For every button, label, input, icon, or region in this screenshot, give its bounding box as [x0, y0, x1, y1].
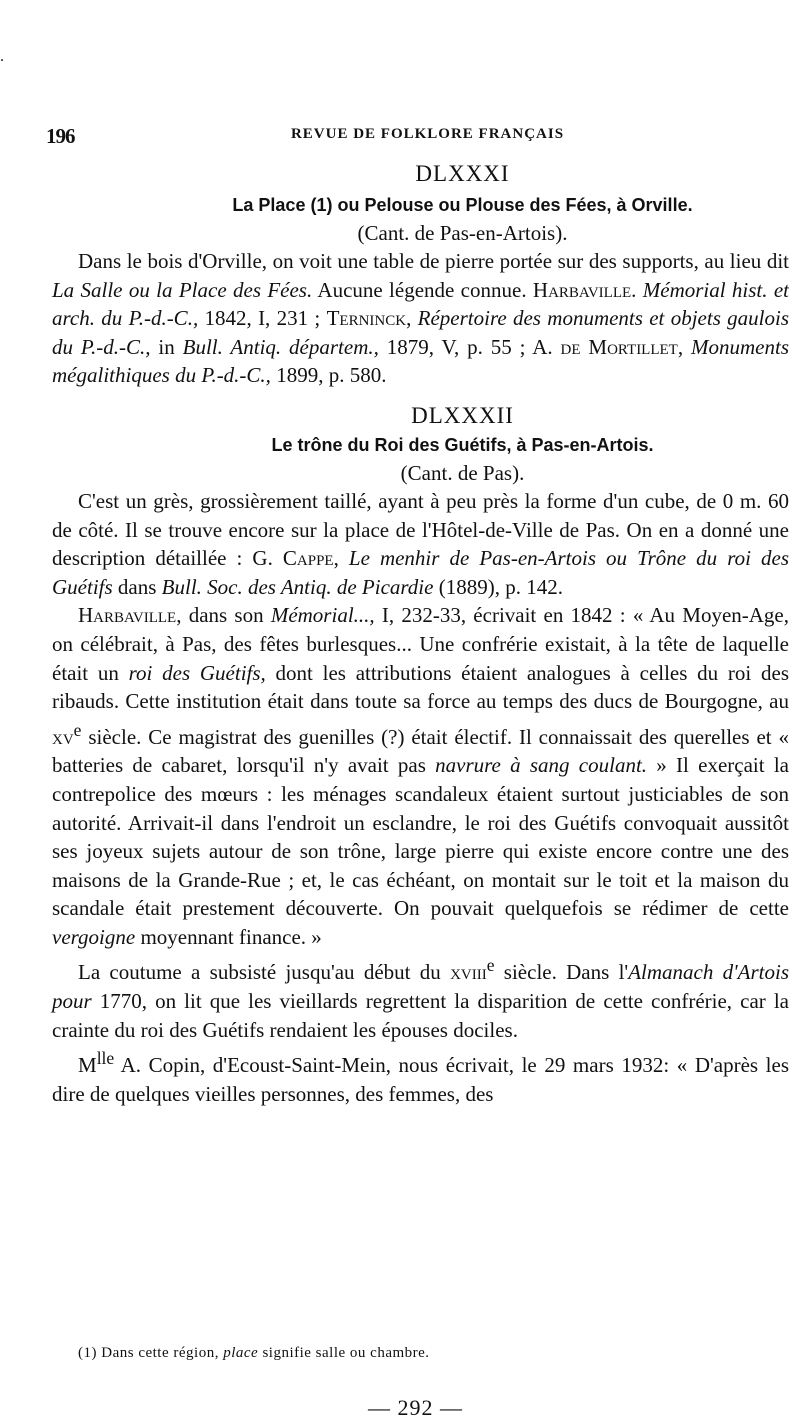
entry-number-dlxxxii: DLXXXII — [411, 402, 514, 428]
journal-title: REVUE DE FOLKLORE FRANÇAIS — [290, 126, 565, 142]
entry-title-orville: La Place (1) ou Pelouse ou Plouse des Fées, à Orville. — [232, 195, 693, 215]
running-header — [46, 124, 789, 150]
page-number: 196 — [46, 124, 75, 148]
stray-mark: . — [0, 48, 4, 65]
main-text — [52, 160, 789, 1108]
footnote: (1) Dans cette région, place signifie salle ou chambre. — [78, 1345, 430, 1361]
paragraph-pas-2: Harbaville, dans son Mémorial..., I, 232-33, écrivait en 1842 : « Au Moyen-Age, on célébrait, à Pas, des fêtes burlesques... Une confrérie existait, à la tête de laquelle était un roi des Guétifs, dont les attributions étaient analogues à celles du roi des ribauds. Cette institution était dans toute sa force au temps des ducs de Bourgogne, au $xv^e$ siècle. Ce magistrat des guenilles (?) était électif. Il connaissait des querelles et « batteries de cabaret, lorsqu'il n'y avait pas navrure à sang coulant. » Il exerçait la contrepolice des mœurs : les ménages scandaleux étaient surtout justiciables de son autorité. Arrivait-il dans l'endroit un esclandre, le roi des Guétifs convoquait aussitôt ses joyeux sujets autour de son trône, large pierre qui existe encore contre une des maisons de la Grande-Rue ; et, le cas échéant, on montait sur le toit et la maison du scandale était prestement découverte. On pouvait quelquefois se rédimer de cette vergoigne moyennant finance. » — [52, 603, 789, 949]
entry-canton-pas: (Cant. de Pas). — [400, 460, 525, 485]
entry-title-pas: Le trône du Roi des Guétifs, à Pas-en-Artois. — [271, 434, 654, 455]
entry-canton-orville: (Cant. de Pas-en-Artois). — [357, 221, 568, 245]
paragraph-orville: Dans le bois d'Orville, on voit une table de pierre portée sur des supports, au lieu dit La Salle ou la Place des Fées. Aucune légende connue. Harbaville. Mémorial hist. et arch. du P.-d.-C., 1842, I, 231 ; Terninck, Répertoire des monuments et objets gaulois du P.-d.-C., in Bull. Antiq. départem., 1879, V, p. 55 ; A. de Mortillet, Monuments mégalithiques du P.-d.-C., 1899, p. 580. — [52, 249, 789, 388]
paragraph-pas-4: $M^{lle}$ A. Copin, d'Ecoust-Saint-Mein, nous écrivait, le 29 mars 1932: « D'après les dire de quelques vieilles personnes, des femmes, des — [52, 1048, 789, 1106]
folio-number: — 292 — — [368, 1395, 463, 1420]
entry-number-dlxxxi: DLXXXI — [415, 161, 510, 186]
paragraph-pas-3: La coutume a subsisté jusqu'au début du xviii$^e$ siècle. Dans l'Almanach d'Artois pour 1770, on lit que les vieillards regrettent la disparition de cette confrérie, car la crainte du roi des Guétifs rendaient les épouses dociles. — [52, 955, 789, 1042]
paragraph-pas-1: C'est un grès, grossièrement taillé, ayant à peu près la forme d'un cube, de 0 m. 60 de côté. Il se trouve encore sur la place de l'Hôtel-de-Ville de Pas. On en a donné une description détaillée : G. Cappe, Le menhir de Pas-en-Artois ou Trône du roi des Guétifs dans Bull. Soc. des Antiq. de Picardie (1889), p. 142. — [52, 488, 789, 599]
